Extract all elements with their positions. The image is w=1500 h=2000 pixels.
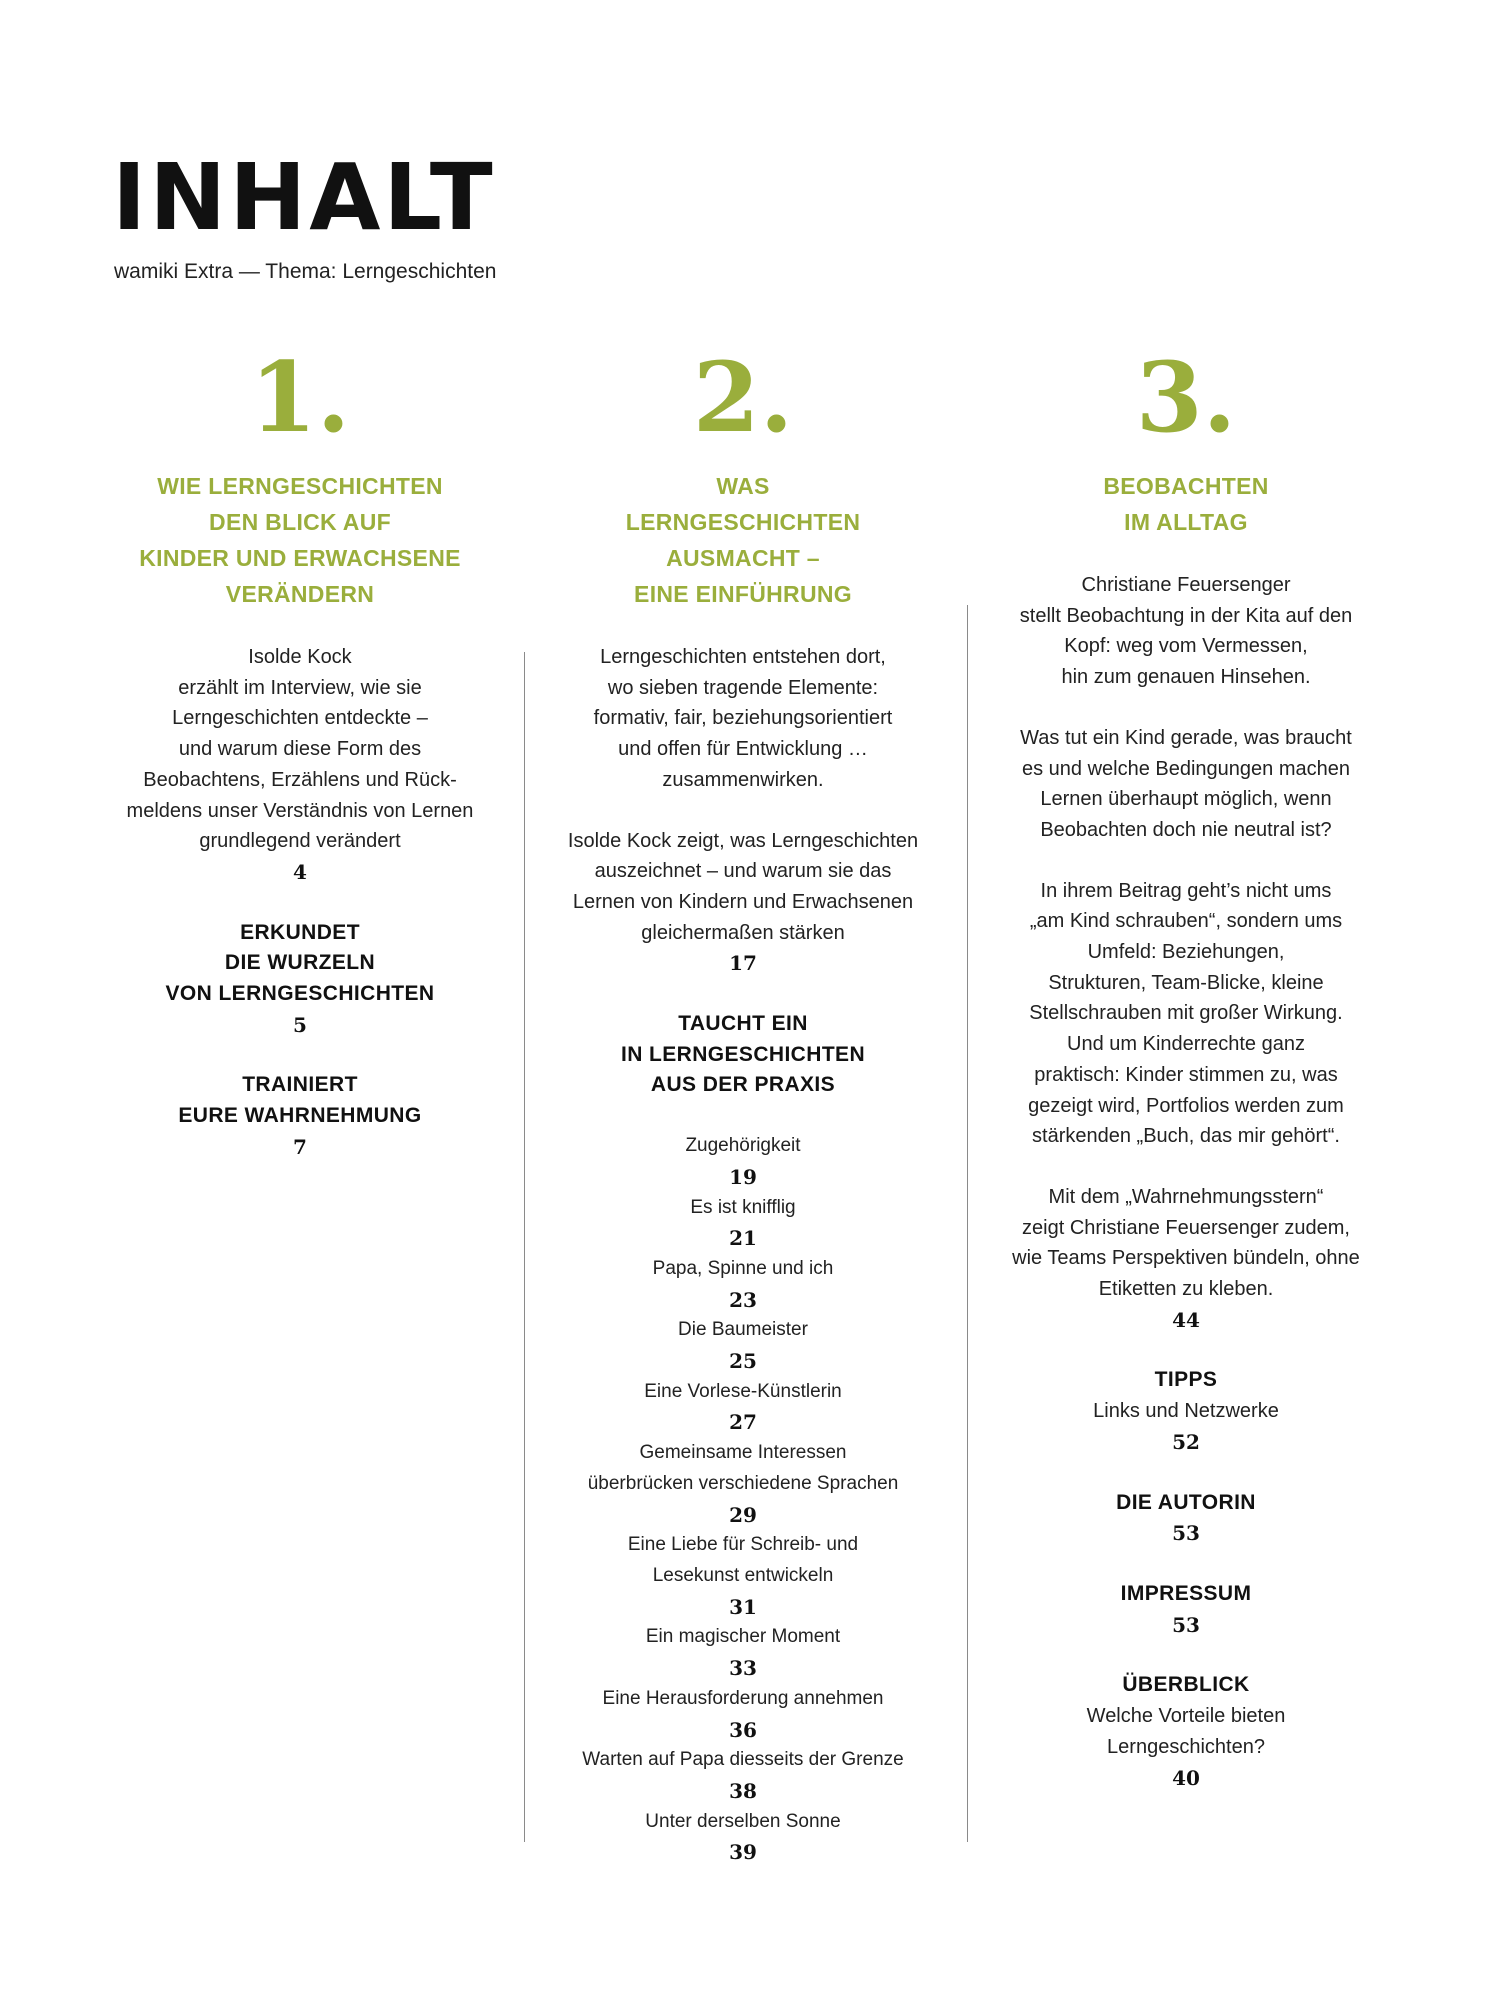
page-number[interactable]: 44 (1172, 1307, 1200, 1332)
text-line: Was tut ein Kind gerade, was braucht (1020, 726, 1352, 749)
text-line: Mit dem „Wahrnehmungsstern“ (1048, 1185, 1324, 1208)
text-line: Strukturen, Team-Blicke, kleine (1048, 971, 1324, 994)
section-number: 1. (249, 341, 351, 454)
heading-line: TAUCHT EIN (678, 1012, 808, 1036)
text-line: formativ, fair, beziehungsorientiert (593, 707, 893, 730)
heading-line: WIE LERNGESCHICHTEN (157, 473, 443, 499)
heading-line: EURE WAHRNEHMUNG (178, 1104, 422, 1128)
heading-line: DIE WURZELN (224, 951, 376, 975)
column-divider-right (967, 605, 968, 1842)
text-line: stellt Beobachtung in der Kita auf den (1019, 604, 1353, 627)
heading-line: AUSMACHT – (666, 545, 820, 571)
heading-line: BEOBACHTEN (1103, 473, 1269, 499)
text-line: Lerngeschichten entdeckte – (172, 707, 428, 730)
entry-heading[interactable]: ÜBERBLICK (1122, 1673, 1250, 1697)
section-heading (90, 468, 510, 612)
page-title: INHALT (112, 144, 496, 251)
page-number[interactable]: 7 (293, 1134, 307, 1159)
story-title[interactable]: Ein magischer Moment (645, 1626, 841, 1648)
heading-line: LERNGESCHICHTEN (625, 509, 861, 535)
page-number[interactable]: 40 (1172, 1765, 1200, 1790)
page-number[interactable]: 5 (293, 1012, 307, 1037)
text-line: hin zum genauen Hinsehen. (1061, 666, 1311, 689)
page-number[interactable]: 19 (729, 1164, 757, 1189)
entry-heading[interactable] (533, 1009, 953, 1101)
text-line: Etiketten zu kleben. (1098, 1278, 1274, 1301)
story-title[interactable]: Eine Herausforderung annehmen (602, 1687, 884, 1709)
page-subtitle: wamiki Extra — Thema: Lerngeschichten (114, 260, 497, 283)
text-line: Lerngeschichten? (1107, 1735, 1265, 1758)
section-intro (90, 642, 510, 857)
text-line: zusammenwirken. (662, 768, 824, 791)
text-line: stärkenden „Buch, das mir gehört“. (1032, 1125, 1340, 1148)
page-number[interactable]: 33 (729, 1656, 757, 1681)
story-title[interactable]: Es ist knifflig (690, 1196, 796, 1218)
text-line: Lerngeschichten entstehen dort, (600, 646, 886, 668)
page-number[interactable]: 29 (729, 1502, 757, 1527)
page-number[interactable]: 38 (729, 1778, 757, 1803)
section-number: 3. (1135, 341, 1237, 454)
text-line: meldens unser Verständnis von Lernen (126, 799, 474, 822)
heading-line: VERÄNDERN (225, 581, 375, 607)
heading-line: TRAINIERT (242, 1073, 358, 1097)
page-number[interactable]: 23 (729, 1287, 757, 1312)
section-heading (533, 468, 953, 612)
text-line: Und um Kinderrechte ganz (1067, 1033, 1305, 1056)
text-line: zeigt Christiane Feuersenger zudem, (1022, 1216, 1350, 1239)
text-line: „am Kind schrauben“, sondern ums (1029, 910, 1343, 933)
story-title[interactable]: Zugehörigkeit (685, 1135, 801, 1157)
heading-line: DEN BLICK AUF (209, 509, 391, 535)
story-title[interactable]: Eine Vorlese-Künstlerin (644, 1380, 842, 1402)
entry-heading[interactable] (90, 918, 510, 1010)
text-line: praktisch: Kinder stimmen zu, was (1034, 1063, 1338, 1086)
section-1 (90, 341, 510, 1163)
text-line: und offen für Entwicklung … (618, 738, 868, 761)
page-number[interactable]: 39 (729, 1840, 757, 1865)
section-paragraph (976, 1182, 1396, 1305)
story-title[interactable]: Gemeinsame Interessen (639, 1442, 847, 1464)
text-line: grundlegend verändert (199, 830, 401, 853)
page-number[interactable]: 31 (729, 1594, 757, 1619)
section-intro (533, 642, 953, 796)
text-line: wo sieben tragende Elemente: (607, 676, 879, 699)
entry-heading[interactable]: TIPPS (1154, 1368, 1218, 1392)
text-line: auszeichnet – und warum sie das (594, 860, 892, 883)
story-title[interactable]: Unter derselben Sonne (645, 1810, 841, 1832)
column-divider-left (524, 652, 525, 1842)
entry-text: Links und Netzwerke (1093, 1400, 1279, 1423)
page-number[interactable]: 53 (1172, 1521, 1200, 1546)
story-title[interactable]: Eine Liebe für Schreib- und (627, 1534, 859, 1556)
heading-line: WAS (716, 473, 770, 499)
page-number[interactable]: 25 (729, 1349, 757, 1374)
text-line: Lernen von Kindern und Erwachsenen (572, 890, 914, 913)
text-line: Welche Vorteile bieten (1086, 1705, 1286, 1728)
page-number[interactable]: 52 (1172, 1429, 1200, 1454)
heading-line: IM ALLTAG (1124, 509, 1248, 535)
heading-line: VON LERNGESCHICHTEN (165, 982, 435, 1006)
text-line: erzählt im Interview, wie sie (178, 676, 422, 699)
text-line: und warum diese Form des (178, 738, 422, 761)
story-title[interactable]: Warten auf Papa diesseits der Grenze (582, 1749, 904, 1771)
story-title[interactable]: Die Baumeister (678, 1319, 808, 1341)
text-line: Beobachten doch nie neutral ist? (1040, 818, 1332, 841)
text-line: Lernen überhaupt möglich, wenn (1040, 788, 1332, 811)
text-line: gleichermaßen stärken (641, 921, 845, 944)
text-line: Stellschrauben mit großer Wirkung. (1029, 1002, 1343, 1025)
heading-line: KINDER UND ERWACHSENE (139, 545, 461, 571)
story-title[interactable]: Papa, Spinne und ich (652, 1257, 834, 1279)
page-number[interactable]: 4 (293, 859, 307, 884)
heading-line: ERKUNDET (240, 920, 360, 944)
text-line: Isolde Kock zeigt, was Lerngeschichten (567, 829, 919, 852)
text-line: Christiane Feuersenger (1081, 574, 1291, 596)
entry-text (976, 1701, 1396, 1762)
section-paragraph (976, 876, 1396, 1152)
page-number[interactable]: 53 (1172, 1612, 1200, 1637)
section-heading (976, 468, 1396, 540)
page-number[interactable]: 36 (729, 1717, 757, 1742)
heading-line: AUS DER PRAXIS (650, 1073, 836, 1097)
section-intro (533, 826, 953, 949)
story-list (533, 1131, 953, 1868)
text-line: es und welche Bedingungen machen (1021, 757, 1351, 780)
heading-line: IN LERNGESCHICHTEN (620, 1042, 866, 1066)
section-intro (976, 570, 1396, 693)
section-2 (533, 341, 953, 1868)
section-3 (976, 341, 1396, 1793)
section-number: 2. (692, 341, 794, 454)
page-number[interactable]: 27 (729, 1410, 757, 1435)
story-title[interactable]: überbrücken verschiedene Sprachen (587, 1472, 899, 1494)
page-number[interactable]: 17 (729, 951, 757, 976)
text-line: Kopf: weg vom Vermessen, (1064, 635, 1308, 658)
entry-heading[interactable]: DIE AUTORIN (1116, 1490, 1256, 1514)
text-line: Umfeld: Beziehungen, (1087, 941, 1285, 964)
text-line: In ihrem Beitrag geht’s nicht ums (1040, 879, 1332, 902)
story-title[interactable]: Lesekunst entwickeln (652, 1564, 834, 1586)
text-line: gezeigt wird, Portfolios werden zum (1028, 1094, 1344, 1117)
text-line: Beobachtens, Erzählens und Rück- (143, 768, 457, 791)
text-line: wie Teams Perspektiven bündeln, ohne (1012, 1247, 1360, 1270)
page-number[interactable]: 21 (729, 1226, 757, 1251)
entry-heading[interactable] (90, 1070, 510, 1131)
entry-heading[interactable]: IMPRESSUM (1120, 1581, 1252, 1605)
heading-line: EINE EINFÜHRUNG (634, 581, 852, 607)
text-line: Isolde Kock (248, 646, 352, 668)
section-paragraph (976, 723, 1396, 846)
